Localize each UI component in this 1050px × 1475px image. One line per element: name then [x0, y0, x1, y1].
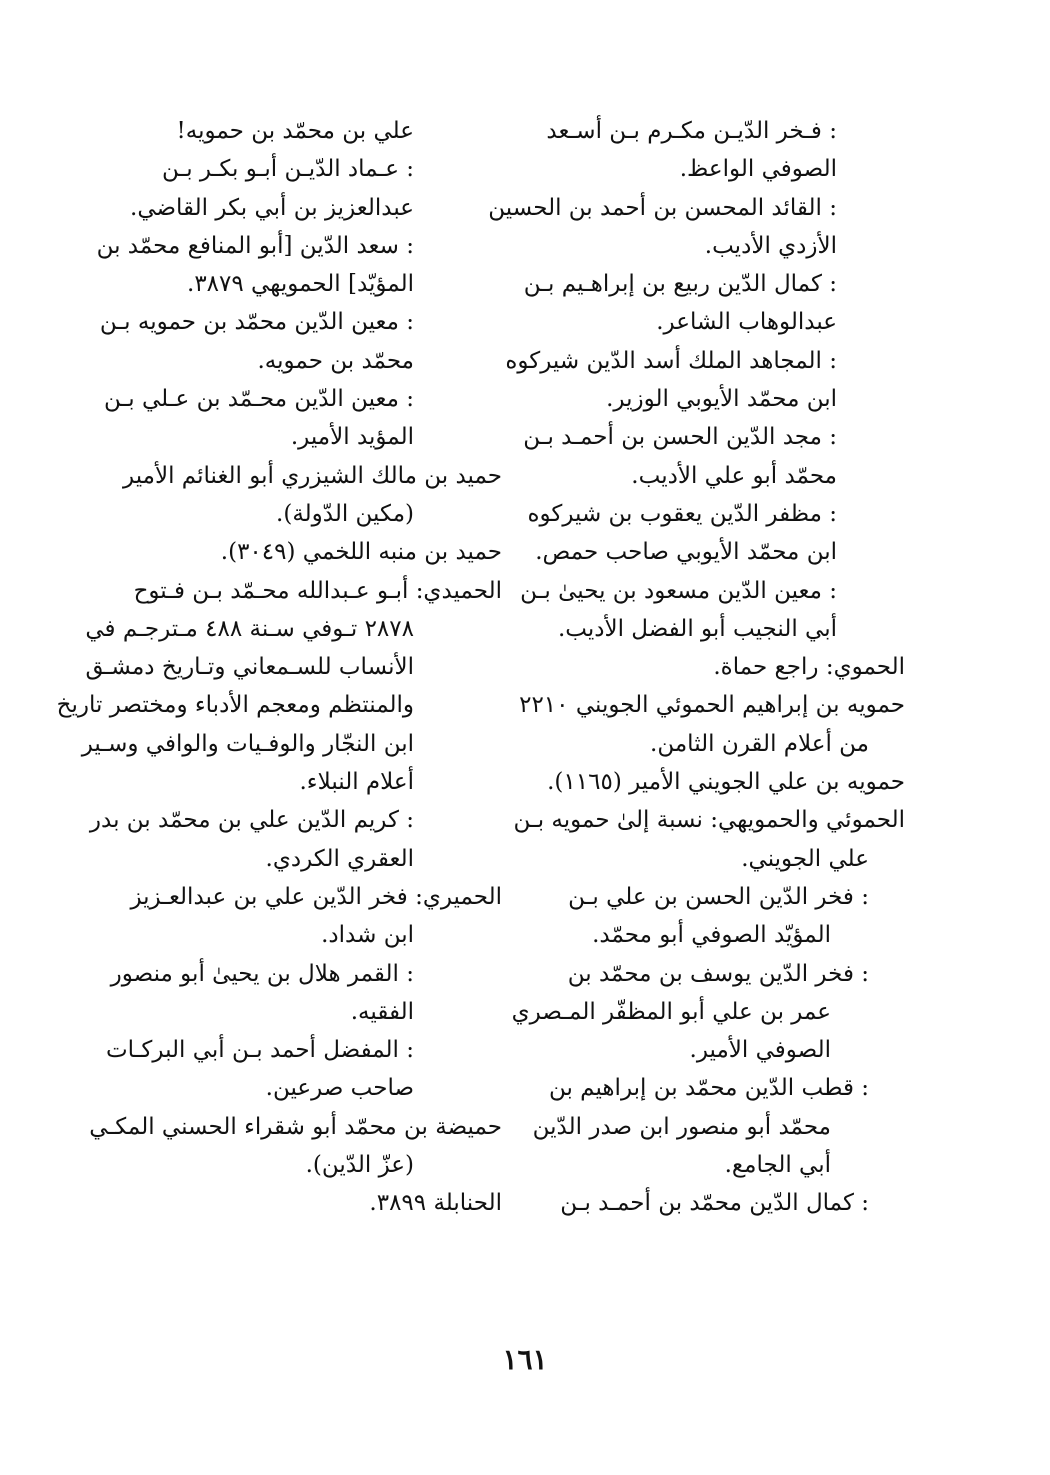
index-entry	[123, 457, 502, 534]
index-entry	[99, 303, 502, 380]
entry-line: حميد بن مالك الشيزري أبو الغنائم الأمير	[123, 462, 502, 489]
index-entry	[130, 878, 502, 955]
entry-line: ٢٨٧٨ تـوفي سـنة ٤٨٨ مـترجـم في	[85, 615, 414, 642]
entry-line: : قطب الدّين محمّد بن إبراهيم بن	[548, 1075, 869, 1102]
index-entry	[540, 763, 905, 801]
entry-line: : مظفر الدّين يعقوب بن شيركوه	[527, 500, 837, 527]
entry-line: علي بن محمّد بن حمويه!	[176, 118, 414, 144]
entry-line: أبي الجامع.	[724, 1152, 831, 1179]
index-entry	[130, 112, 502, 150]
index-entry	[513, 801, 905, 878]
entry-line: الحميدي: أبـو عـبدالله محـمّد بـن فـتوح	[133, 577, 502, 604]
entry-line: : المفضل أحمد بـن أبي البركـات	[106, 1037, 414, 1064]
entry-line: المؤيّد] الحمويهي ٣٨٧٩.	[187, 271, 414, 298]
index-entry	[540, 112, 905, 189]
index-entry	[523, 418, 905, 495]
index-entry	[96, 227, 502, 304]
entry-line: : معين الدّين مسعود بن يحيىٰ بـن	[520, 577, 837, 604]
entry-line: : عـماد الدّيـن أبـو بكـر بـن	[161, 156, 414, 183]
entry-line: أبي النجيب أبو الفضل الأديب.	[557, 615, 837, 642]
index-entry	[89, 801, 502, 878]
entry-line: محمّد أبو منصور ابن صدر الدّين	[532, 1113, 831, 1140]
entry-line: : فخر الدّين الحسن بن علي بـن	[568, 883, 869, 910]
entry-line: الحموي: راجع حماة.	[713, 654, 905, 681]
right-column	[488, 112, 905, 1223]
entry-line: صاحب صرعين.	[265, 1075, 414, 1102]
entry-line: : المجاهد الملك أسد الدّين شيركوه	[505, 347, 837, 374]
entry-line: حميد بن منبه اللخمي (٣٠٤٩).	[220, 539, 502, 566]
entry-line: عمر بن علي أبو المظفّر المـصري	[511, 998, 831, 1025]
left-column	[56, 112, 502, 1223]
entry-line: الحنابلة ٣٨٩٩.	[369, 1190, 502, 1217]
index-entry	[532, 1069, 905, 1184]
index-entry	[511, 955, 905, 1070]
entry-line: الأزدي الأديب.	[704, 232, 837, 259]
index-entry	[130, 1184, 502, 1222]
entry-line: المؤيد الأمير.	[290, 424, 414, 451]
entry-line: من أعلام القرن الثامن.	[650, 730, 869, 757]
index-entry	[104, 380, 502, 457]
index-entry	[130, 150, 502, 227]
index-entry	[89, 1108, 502, 1185]
entry-line: : فخر الدّين يوسف بن محمّد بن	[567, 960, 869, 987]
entry-line: الصوفي الواعظ.	[679, 156, 837, 183]
index-entry	[106, 1031, 502, 1108]
entry-line: ابن محمّد الأيوبي الوزير.	[606, 386, 837, 413]
index-entry	[130, 533, 502, 571]
entry-line: الفقيه.	[350, 998, 414, 1025]
entry-line: (مكين الدّولة).	[276, 500, 414, 527]
entry-line: : مجد الدّين الحسن بن أحمـد بـن	[523, 424, 837, 451]
entry-line: (عزّ الدّين).	[305, 1152, 414, 1179]
index-entry	[56, 572, 502, 802]
entry-line: : كمال الدّين محمّد بن أحمـد بـن	[560, 1190, 869, 1217]
entry-line: : القمر هلال بن يحيىٰ أبو منصور	[110, 960, 414, 987]
entry-line: : فـخر الدّيـن مكـرم بـن أسـعد	[546, 118, 837, 144]
entry-line: الحموئي والحمويهي: نسبة إلىٰ حمويه بـن	[513, 807, 905, 834]
entry-line: حمويه بن علي الجويني الأمير (١١٦٥).	[547, 769, 905, 796]
entry-line: الحميري: فخر الدّين علي بن عبدالعـزيز	[130, 883, 502, 910]
index-entry	[520, 572, 905, 649]
entry-line: الأنساب للسـمعاني وتـاريخ دمشـق	[85, 654, 414, 681]
index-entry	[527, 495, 905, 572]
entry-line: محمّد بن حمويه.	[257, 347, 414, 374]
entry-line: محمّد أبو علي الأديب.	[631, 462, 837, 489]
entry-line: المؤيّد الصوفي أبو محمّد.	[592, 922, 831, 949]
entry-line: أعلام النبلاء.	[299, 769, 414, 796]
entry-line: : سعد الدّين [أبو المنافع محمّد بن	[96, 232, 414, 259]
entry-line: الصوفي الأمير.	[689, 1037, 831, 1064]
entry-line: حمويه بن إبراهيم الحموئي الجويني ٢٢١٠	[519, 692, 905, 719]
entry-line: علي الجويني.	[741, 845, 869, 872]
entry-line: ابن شداد.	[321, 922, 414, 949]
index-entry	[540, 878, 905, 955]
page-number: ١٦١	[502, 1343, 548, 1376]
entry-line: والمنتظم ومعجم الأدباء ومختصر تاريخ	[56, 692, 414, 719]
index-entry	[519, 686, 905, 763]
index-entry	[540, 648, 905, 686]
entry-line: حميضة بن محمّد أبو شقراء الحسني المكـي	[89, 1113, 502, 1140]
index-entry	[488, 189, 905, 266]
index-entry	[110, 955, 502, 1032]
entry-line: : القائد المحسن بن أحمد بن الحسين	[488, 194, 837, 221]
entry-line: ابن محمّد الأيوبي صاحب حمص.	[535, 539, 837, 566]
index-entry	[505, 342, 905, 419]
entry-line: : معين الدّين محمّد بن حمويه بـن	[99, 309, 414, 336]
entry-line: : كريم الدّين علي بن محمّد بن بدر	[89, 807, 414, 834]
entry-line: ابن النجّار والوفـيات والوافي وسـير	[81, 730, 414, 757]
index-entry	[523, 265, 905, 342]
entry-line: العقري الكردي.	[265, 845, 414, 872]
entry-line: عبدالوهاب الشاعر.	[656, 309, 837, 336]
index-entry	[540, 1184, 905, 1222]
entry-line: : كمال الدّين ربيع بن إبراهـيم بـن	[523, 271, 837, 298]
entry-line: : معين الدّين محـمّد بن عـلي بـن	[104, 386, 414, 413]
entry-line: عبدالعزيز بن أبي بكر القاضي.	[130, 194, 414, 221]
